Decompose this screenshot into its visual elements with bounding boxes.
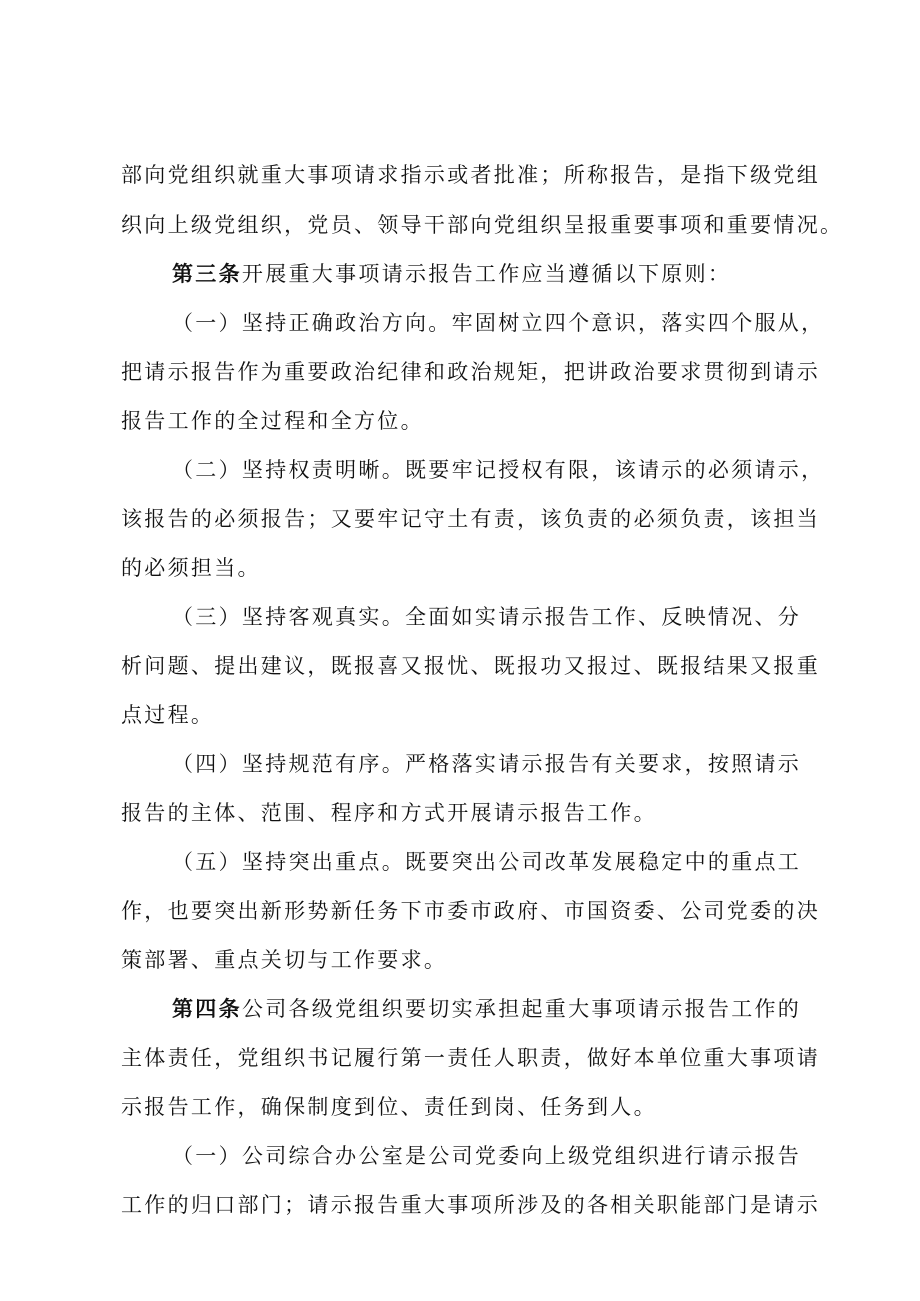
article-3-text: 开展重大事项请示报告工作应当遵循以下原则： bbox=[241, 262, 732, 286]
text-line: （二）坚持权责明晰。既要牢记授权有限，该请示的必须请示， bbox=[172, 458, 825, 482]
text-line: 该报告的必须报告；又要牢记守土有责，该负责的必须负责，该担当 bbox=[121, 507, 820, 531]
article-4-text: 公司各级党组织要切实承担起重大事项请示报告工作的 bbox=[241, 997, 802, 1021]
article-3-heading bbox=[172, 262, 872, 286]
text-line: 部向党组织就重大事项请求指示或者批准；所称报告，是指下级党组 bbox=[121, 163, 820, 187]
text-line: 策部署、重点关切与工作要求。 bbox=[121, 948, 448, 972]
article-4-label: 第四条 bbox=[172, 996, 242, 1021]
article-3-label: 第三条 bbox=[172, 261, 242, 286]
text-line: 织向上级党组织，党员、领导干部向党组织呈报重要事项和重要情况。 bbox=[121, 213, 844, 237]
text-line: （一）公司综合办公室是公司党委向上级党组织进行请示报告 bbox=[172, 1144, 802, 1168]
text-line: 的必须担当。 bbox=[121, 556, 261, 580]
article-4-heading bbox=[172, 997, 872, 1021]
text-line: 工作的归口部门；请示报告重大事项所涉及的各相关职能部门是请示 bbox=[121, 1193, 820, 1217]
text-line: 点过程。 bbox=[121, 703, 215, 727]
text-line: 报告的主体、范围、程序和方式开展请示报告工作。 bbox=[121, 801, 657, 825]
text-line: 报告工作的全过程和全方位。 bbox=[121, 409, 424, 433]
text-line: 示报告工作，确保制度到位、责任到岗、任务到人。 bbox=[121, 1095, 657, 1119]
text-line: （一）坚持正确政治方向。牢固树立四个意识，落实四个服从， bbox=[172, 311, 825, 335]
text-line: 把请示报告作为重要政治纪律和政治规矩，把讲政治要求贯彻到请示 bbox=[121, 360, 820, 384]
text-line: （四）坚持规范有序。严格落实请示报告有关要求，按照请示 bbox=[172, 752, 802, 776]
text-line: （五）坚持突出重点。既要突出公司改革发展稳定中的重点工 bbox=[172, 850, 802, 874]
text-line: （三）坚持客观真实。全面如实请示报告工作、反映情况、分 bbox=[172, 605, 802, 629]
text-line: 作，也要突出新形势新任务下市委市政府、市国资委、公司党委的决 bbox=[121, 899, 820, 923]
text-line: 析问题、提出建议，既报喜又报忧、既报功又报过、既报结果又报重 bbox=[121, 654, 820, 678]
text-line: 主体责任，党组织书记履行第一责任人职责，做好本单位重大事项请 bbox=[121, 1046, 820, 1070]
